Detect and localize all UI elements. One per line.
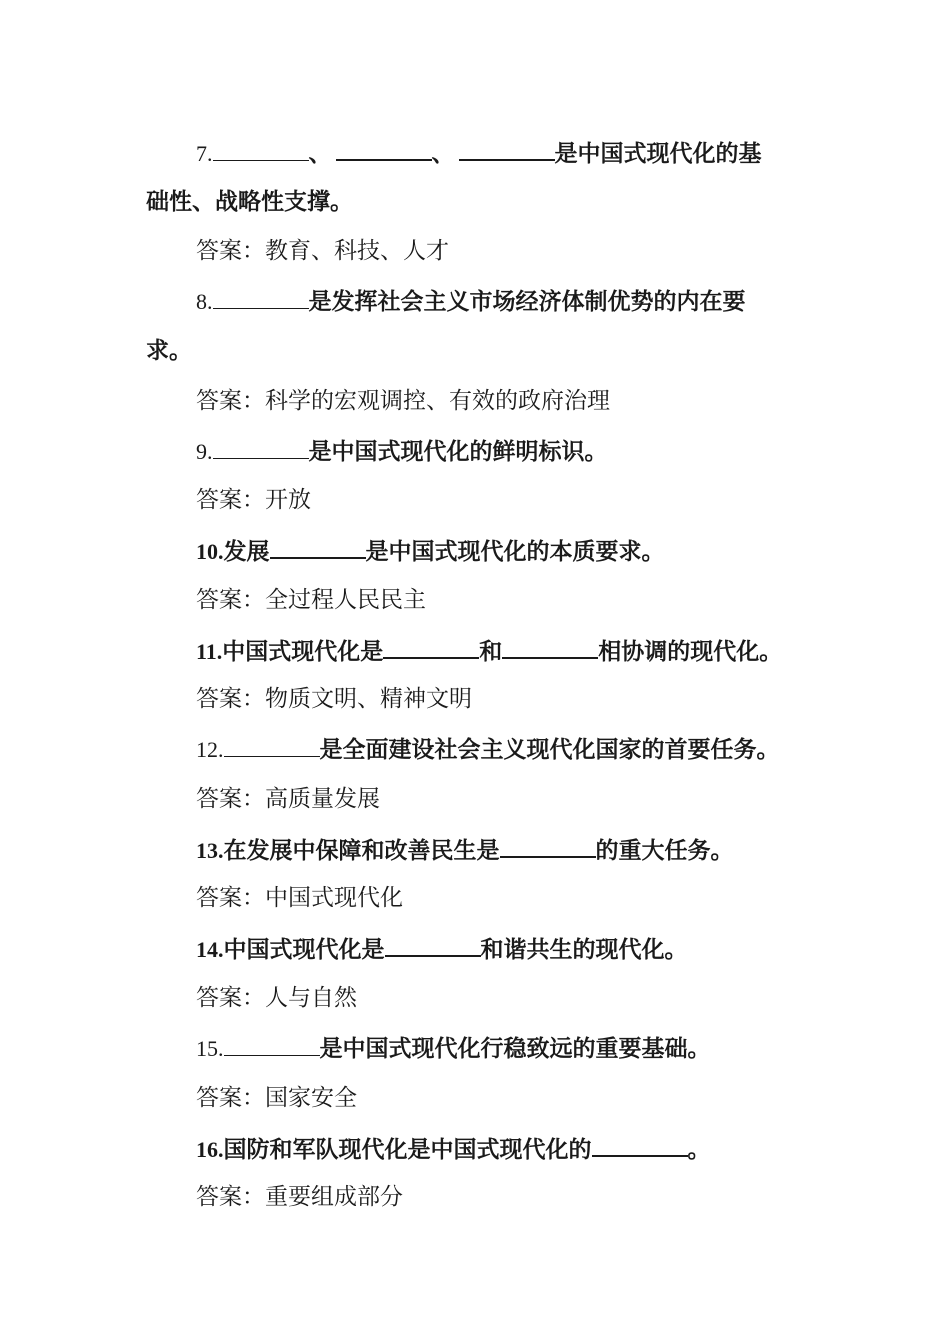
question-8-line-1: [196, 286, 746, 316]
blank-separator: 、: [308, 141, 332, 167]
blank-separator: 、: [431, 141, 455, 167]
question-number: 9.: [196, 439, 213, 464]
question-15-answer: 答案：国家安全: [196, 1085, 357, 1111]
question-text: 是全面建设社会主义现代化国家的首要任务。: [319, 737, 780, 763]
question-prefix: 中国式现代化是: [223, 937, 385, 963]
question-16-answer: 答案：重要组成部分: [196, 1184, 403, 1210]
question-number: 12.: [196, 737, 224, 762]
question-9: [196, 436, 608, 466]
answer-blank: [383, 635, 479, 659]
answer-blank: [459, 137, 555, 161]
question-prefix: 中国式现代化是: [222, 639, 384, 665]
question-prefix: 国防和军队现代化是中国式现代化的: [223, 1137, 592, 1163]
question-text: 和谐共生的现代化。: [480, 937, 688, 963]
question-number: 16.: [196, 1137, 224, 1162]
question-10-answer: 答案：全过程人民民主: [196, 587, 426, 613]
question-13-answer: 答案：中国式现代化: [196, 885, 403, 911]
question-7-line-2: 础性、战略性支撑。: [146, 189, 353, 215]
question-text: 是中国式现代化行稳致远的重要基础。: [319, 1036, 711, 1062]
question-text: 是中国式现代化的本质要求。: [365, 539, 665, 565]
answer-blank: [270, 535, 366, 559]
question-11: [196, 635, 782, 665]
question-text: 是发挥社会主义市场经济体制优势的内在要: [308, 289, 746, 315]
question-mid: 和: [479, 639, 503, 665]
question-suffix: 。: [687, 1137, 711, 1163]
answer-blank: [385, 933, 481, 957]
question-number: 13.: [196, 838, 224, 863]
answer-blank: [592, 1133, 688, 1157]
question-7-line-1: [196, 137, 762, 167]
answer-blank: [224, 1033, 320, 1056]
question-prefix: 在发展中保障和改善民生是: [223, 838, 500, 864]
question-10: [196, 535, 665, 565]
question-11-answer: 答案：物质文明、精神文明: [196, 686, 472, 712]
question-number: 10.: [196, 539, 224, 564]
answer-blank: [213, 286, 309, 309]
question-14: [196, 933, 688, 963]
question-number: 14.: [196, 937, 224, 962]
question-text: 的重大任务。: [595, 838, 734, 864]
question-number: 11.: [196, 639, 223, 664]
question-13: [196, 834, 734, 864]
question-12-answer: 答案：高质量发展: [196, 786, 380, 812]
question-9-answer: 答案：开放: [196, 487, 311, 513]
answer-blank: [213, 138, 309, 161]
question-text: 是中国式现代化的鲜明标识。: [308, 439, 608, 465]
answer-blank: [502, 635, 598, 659]
question-8-answer: 答案：科学的宏观调控、有效的政府治理: [196, 388, 610, 414]
question-text: 相协调的现代化。: [598, 639, 783, 665]
answer-blank: [500, 834, 596, 858]
question-text: 是中国式现代化的基: [554, 141, 762, 167]
question-12: [196, 734, 780, 764]
question-number: 15.: [196, 1036, 224, 1061]
answer-blank: [213, 436, 309, 459]
question-7-answer: 答案：教育、科技、人才: [196, 238, 449, 264]
question-number: 7.: [196, 141, 213, 166]
question-8-line-2: 求。: [146, 338, 192, 364]
answer-blank: [336, 137, 432, 161]
question-15: [196, 1033, 711, 1063]
question-prefix: 发展: [223, 539, 270, 565]
answer-blank: [224, 734, 320, 757]
question-14-answer: 答案：人与自然: [196, 985, 357, 1011]
question-16: [196, 1133, 711, 1163]
question-number: 8.: [196, 289, 213, 314]
